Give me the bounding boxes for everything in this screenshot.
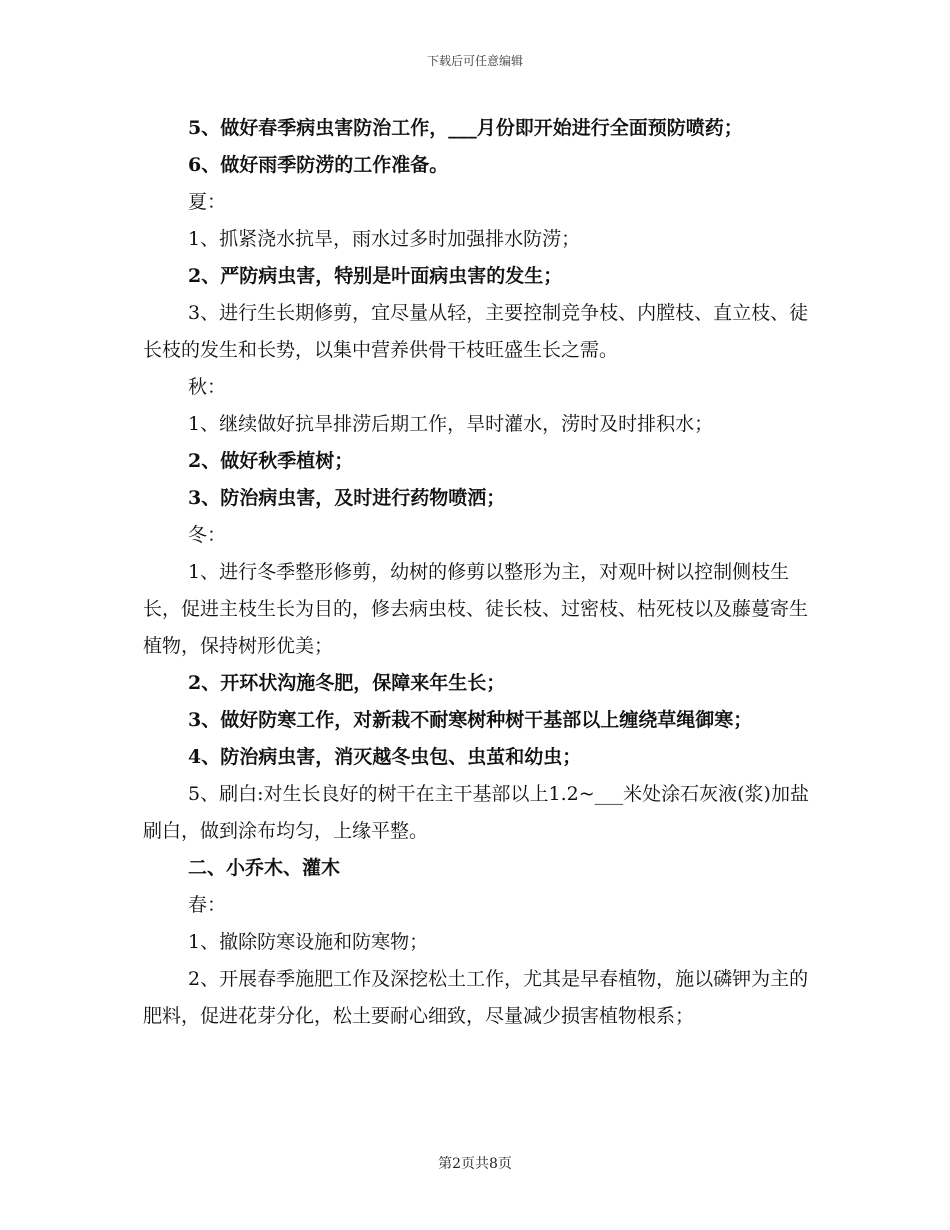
section-heading-autumn: 秋： <box>188 376 227 398</box>
section-heading-small-trees-shrubs: 二、小乔木、灌木 <box>188 857 341 879</box>
paragraph: 3、进行生长期修剪，宜尽量从轻，主要控制竞争枝、内膛枝、直立枝、徒长枝的发生和长势，以集中营养供骨干枝旺盛生长之需。 <box>143 302 809 361</box>
paragraph: 2、做好秋季植树； <box>188 450 354 472</box>
paragraph: 2、严防病虫害，特别是叶面病虫害的发生； <box>188 265 563 287</box>
page-header-note: 下载后可任意编辑 <box>426 54 523 68</box>
paragraph: 5、刷白:对生长良好的树干在主干基部以上1.2~___米处涂石灰液(浆)加盐刷白，做到涂布均匀，上缘平整。 <box>143 783 809 842</box>
paragraph: 2、开环状沟施冬肥，保障来年生长； <box>188 672 506 694</box>
paragraph: 5、做好春季病虫害防治工作，___月份即开始进行全面预防喷药； <box>188 117 743 139</box>
paragraph: 1、抓紧浇水抗旱，雨水过多时加强排水防涝； <box>188 228 581 250</box>
paragraph: 4、防治病虫害，消灭越冬虫包、虫茧和幼虫； <box>188 746 582 768</box>
paragraph: 6、做好雨季防涝的工作准备。 <box>188 154 449 176</box>
paragraph: 3、防治病虫害，及时进行药物喷洒； <box>188 487 506 509</box>
section-heading-winter: 冬： <box>188 524 227 546</box>
paragraph: 3、做好防寒工作，对新栽不耐寒树种树干基部以上缠绕草绳御寒； <box>188 709 753 731</box>
paragraph: 1、进行冬季整形修剪，幼树的修剪以整形为主，对观叶树以控制侧枝生长，促进主枝生长为目的，修去病虫枝、徒长枝、过密枝、枯死枝以及藤蔓寄生植物，保持树形优美； <box>143 561 809 657</box>
paragraph: 1、继续做好抗旱排涝后期工作，旱时灌水，涝时及时排积水； <box>188 413 714 435</box>
document-body <box>143 110 811 1035</box>
page-number: 第2页共8页 <box>438 1156 512 1172</box>
section-heading-summer: 夏： <box>188 191 227 213</box>
paragraph: 1、撤除防寒设施和防寒物； <box>188 931 429 953</box>
section-heading-spring: 春： <box>188 894 227 916</box>
paragraph: 2、开展春季施肥工作及深挖松土工作，尤其是早春植物，施以磷钾为主的肥料，促进花芽分化，松土要耐心细致，尽量减少损害植物根系； <box>143 968 809 1027</box>
